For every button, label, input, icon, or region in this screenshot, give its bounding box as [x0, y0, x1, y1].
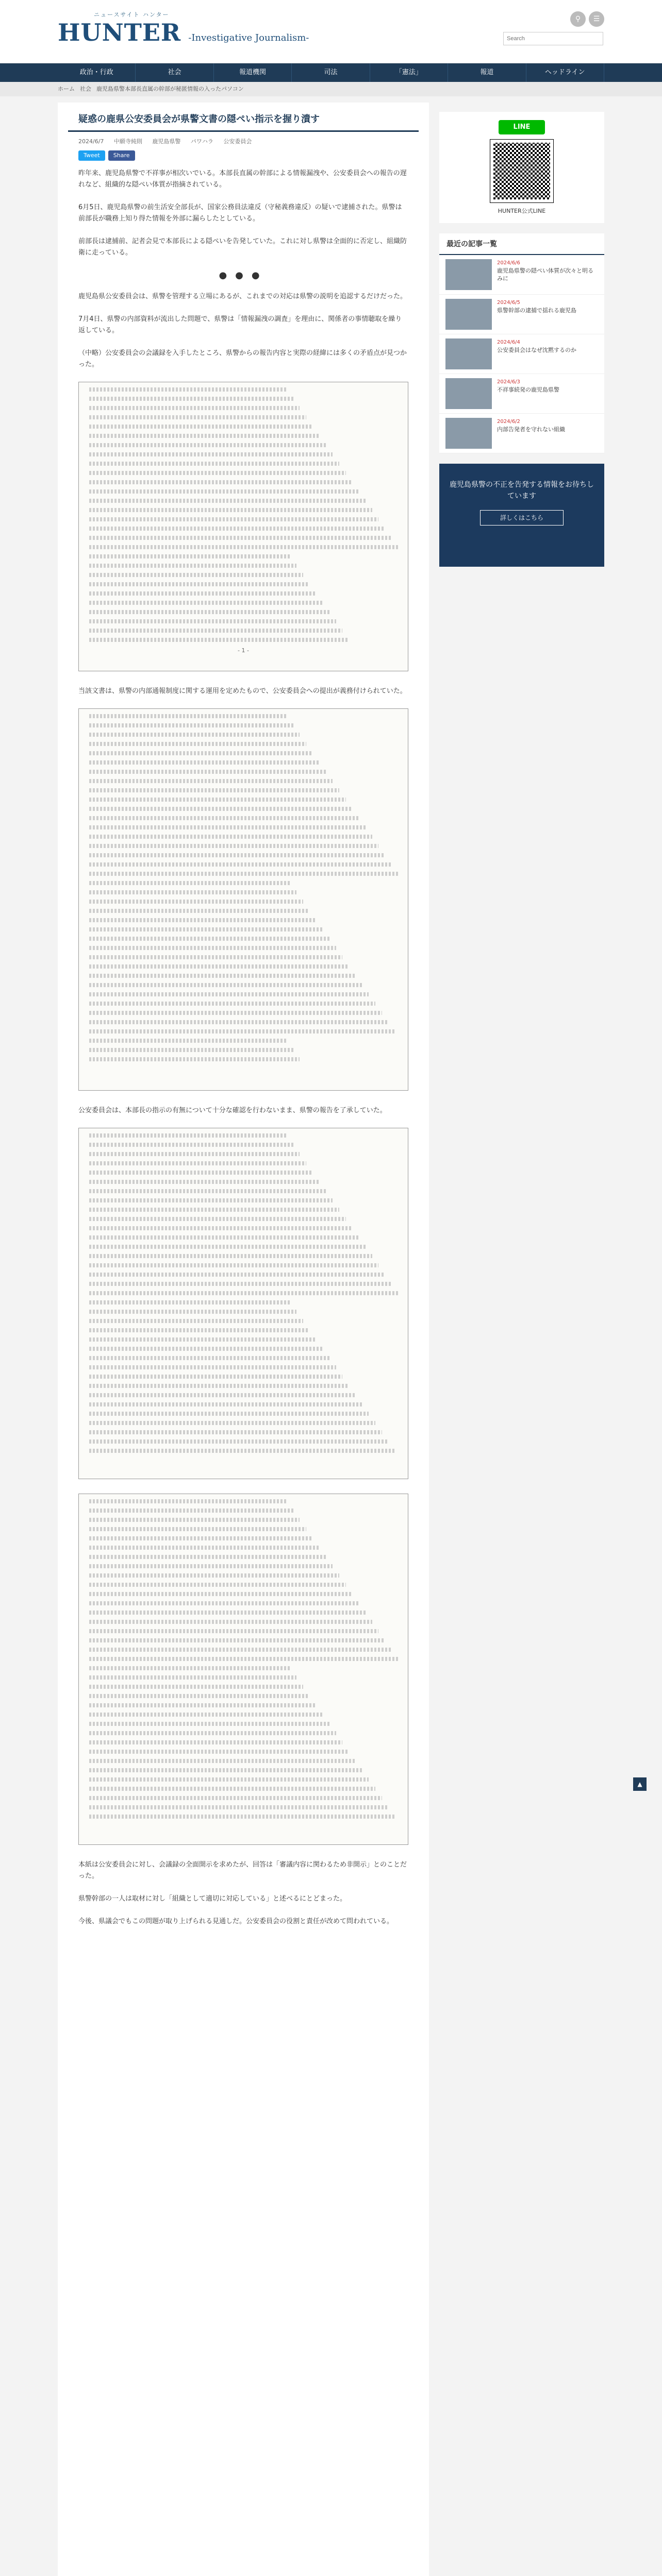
document-text-line: [89, 1509, 293, 1513]
document-text-line: [89, 1573, 339, 1578]
recent-post[interactable]: [439, 374, 604, 414]
document-text-line: [89, 946, 336, 950]
nav-item[interactable]: 政治・行政: [58, 63, 136, 82]
post-thumbnail[interactable]: [445, 418, 492, 449]
search-icon[interactable]: ⚲: [570, 11, 586, 27]
document-text-line: [89, 1675, 296, 1680]
post-thumbnail[interactable]: [445, 259, 492, 290]
document-text-line: [89, 890, 296, 894]
nav-item[interactable]: 報道: [448, 63, 526, 82]
line-widget[interactable]: [439, 112, 604, 223]
back-to-top-button[interactable]: ▲: [633, 1777, 647, 1791]
post-thumbnail[interactable]: [445, 338, 492, 369]
document-text-line: [89, 1161, 306, 1165]
nav-item[interactable]: 司法: [292, 63, 370, 82]
document-text-line: [89, 927, 323, 931]
article-tag[interactable]: 鹿児島県警: [152, 138, 181, 145]
document-text-line: [89, 1171, 313, 1175]
document-text-line: [89, 1638, 385, 1642]
recent-post[interactable]: [439, 295, 604, 334]
post-title[interactable]: 内部告発者を守れない組織: [497, 426, 565, 433]
document-text-line: [89, 499, 366, 503]
document-text-line: [89, 1180, 320, 1184]
document-text-line: [89, 1694, 309, 1698]
logo-subtitle: -Investigative Journalism-: [188, 32, 309, 43]
document-text-line: [89, 508, 372, 512]
document-text-line: [89, 1564, 333, 1568]
document-text-line: [89, 1375, 342, 1379]
document-text-line: [89, 1759, 356, 1763]
document-text-line: [89, 1666, 290, 1670]
post-date: 2024/6/2: [497, 419, 520, 425]
document-text-line: [89, 462, 339, 466]
document-text-line: [89, 862, 392, 867]
document-text-line: [89, 1254, 372, 1258]
document-text-line: [89, 619, 336, 623]
document-text-line: [89, 406, 300, 410]
document-text-line: [89, 918, 316, 922]
document-text-line: [89, 983, 362, 987]
document-text-line: [89, 937, 329, 941]
post-title[interactable]: 公安委員会はなぜ沈黙するのか: [497, 347, 576, 353]
document-text-line: [89, 1750, 349, 1754]
document-text-line: [89, 955, 342, 959]
document-text-line: [89, 1263, 378, 1267]
document-text-line: [89, 591, 316, 596]
article-paragraph: 県警幹部の一人は取材に対し「組織として適切に対応している」と述べるにとどまった。: [78, 1895, 347, 1903]
site-header: [0, 0, 662, 63]
document-text-line: [89, 1133, 287, 1138]
document-text-line: [89, 1657, 399, 1661]
document-text-line: [89, 1777, 369, 1782]
document-text-line: [89, 1029, 395, 1033]
menu-icon[interactable]: ☰: [589, 11, 604, 27]
document-image: [78, 382, 408, 671]
document-text-line: [89, 1611, 366, 1615]
search-input[interactable]: [503, 32, 603, 45]
document-text-line: [89, 1731, 336, 1735]
article-date: 2024/6/7: [78, 138, 104, 145]
document-image: [78, 1128, 408, 1479]
document-text-line: [89, 1412, 369, 1416]
post-title[interactable]: 不祥事続発の鹿児島県警: [497, 386, 559, 393]
document-text-line: [89, 760, 320, 765]
doc-page-number: - 1 -: [238, 647, 249, 654]
document-text-line: [89, 1002, 375, 1006]
document-text-line: [89, 1189, 326, 1193]
document-text-line: [89, 629, 342, 633]
document-text-line: [89, 1347, 323, 1351]
article-paragraph: 6月5日、鹿児島県警の前生活安全部長が、国家公務員法違反（守秘義務違反）の疑いで逮捕された。県警は前部長が職務上知り得た情報を外部に漏らしたとしている。: [78, 204, 402, 223]
document-text-line: [89, 1740, 342, 1744]
tweet-button[interactable]: Tweet: [78, 150, 105, 161]
article-paragraph: 今後、県議会でもこの問題が取り上げられる見通しだ。公安委員会の役割と責任が改めて問われている。: [78, 1918, 394, 1925]
document-text-line: [89, 564, 296, 568]
logo-text: HUNTER: [58, 19, 181, 46]
nav-item[interactable]: 社会: [136, 63, 213, 82]
article-body: [58, 168, 429, 1927]
nav-item[interactable]: 報道機関: [214, 63, 292, 82]
document-text-line: [89, 610, 329, 614]
tip-banner[interactable]: [439, 464, 604, 567]
document-text-line: [89, 1439, 389, 1444]
document-text-line: [89, 1620, 372, 1624]
document-text-line: [89, 443, 326, 447]
nav-item[interactable]: 「憲法」: [370, 63, 448, 82]
document-text-line: [89, 425, 313, 429]
document-text-line: [89, 1011, 382, 1015]
document-text-line: [89, 1198, 333, 1202]
document-text-line: [89, 1722, 329, 1726]
document-text-line: [89, 1208, 339, 1212]
document-text-line: [89, 1365, 336, 1369]
post-title[interactable]: 県警幹部の逮捕で揺れる鹿児島: [497, 307, 576, 314]
document-text-line: [89, 638, 349, 642]
article-main: [58, 103, 429, 2576]
document-text-line: [89, 1430, 382, 1434]
document-text-line: [89, 992, 369, 996]
article-tag[interactable]: パワハラ: [190, 138, 213, 145]
nav-item[interactable]: ヘッドライン: [526, 63, 604, 82]
facebook-share-button[interactable]: Share: [108, 150, 135, 161]
recent-post[interactable]: [439, 255, 604, 295]
document-text-line: [89, 1273, 385, 1277]
article-paragraph: 当該文書は、県警の内部通報制度に関する運用を定めたもので、公安委員会への提出が義務付けられていた。: [78, 687, 407, 695]
document-text-line: [89, 1039, 287, 1043]
document-text-line: [89, 1555, 326, 1559]
document-text-line: [89, 582, 309, 586]
document-text-line: [89, 1310, 296, 1314]
document-text-line: [89, 434, 320, 438]
header-tools: [503, 11, 604, 45]
document-text-line: [89, 723, 293, 727]
line-logo: LINE: [499, 120, 545, 134]
article-tag[interactable]: 公安委員会: [223, 138, 252, 145]
document-text-line: [89, 1300, 290, 1304]
document-text-line: [89, 1787, 375, 1791]
recent-post[interactable]: [439, 334, 604, 374]
document-text-line: [89, 798, 346, 802]
article-title: 疑惑の鹿県公安委員会が県警文書の隠ぺい指示を握り潰す: [68, 103, 419, 132]
document-text-line: [89, 825, 366, 829]
document-text-line: [89, 573, 303, 577]
document-text-line: [89, 1057, 300, 1061]
document-text-line: [89, 1217, 346, 1221]
share-bar: [58, 150, 429, 168]
document-text-line: [89, 554, 290, 558]
document-text-line: [89, 1319, 303, 1323]
document-text-line: [89, 751, 313, 755]
breadcrumb-item: 鹿児島県警本部長直属の幹部が秘匿情報の入ったパソコン: [96, 86, 244, 92]
document-text-line: [89, 1245, 366, 1249]
document-text-line: [89, 480, 352, 484]
line-caption: HUNTER公式LINE: [498, 208, 546, 214]
document-text-line: [89, 1384, 349, 1388]
document-text-line: [89, 714, 287, 718]
qr-code-image: [490, 140, 553, 202]
breadcrumb: [0, 82, 662, 96]
document-text-line: [89, 807, 352, 811]
document-text-line: [89, 881, 290, 885]
post-date: 2024/6/5: [497, 300, 520, 306]
article-paragraph: 本紙は公安委員会に対し、会議録の全面開示を求めたが、回答は「審議内容に関わるため非開示」とのことだった。: [78, 1861, 407, 1880]
document-text-line: [89, 788, 339, 792]
document-text-line: [89, 489, 359, 494]
document-image: [78, 708, 408, 1091]
document-text-line: [89, 1815, 395, 1819]
document-text-line: [89, 816, 359, 820]
post-thumbnail[interactable]: [445, 378, 492, 409]
document-text-line: [89, 1328, 309, 1332]
document-text-line: [89, 733, 300, 737]
document-text-line: [89, 1282, 392, 1286]
post-title[interactable]: 鹿児島県警の隠ぺい体質が次々と明るみに: [497, 267, 593, 282]
document-text-line: [89, 536, 392, 540]
article-paragraph: 鹿児島県公安委員会は、県警を管理する立場にあるが、これまでの対応は県警の説明を追認するだけだった。: [78, 293, 407, 300]
article-author[interactable]: 中願寺純則: [113, 138, 142, 145]
article-meta: [58, 132, 429, 150]
document-text-line: [89, 900, 303, 904]
document-text-line: [89, 1768, 362, 1772]
document-text-line: [89, 397, 293, 401]
breadcrumb-item[interactable]: 社会: [80, 86, 91, 92]
document-text-line: [89, 1805, 389, 1809]
document-text-line: [89, 1235, 359, 1240]
document-text-line: [89, 1685, 303, 1689]
document-text-line: [89, 1152, 300, 1156]
document-image: [78, 1494, 408, 1845]
document-text-line: [89, 1337, 316, 1342]
main-nav: [0, 63, 662, 82]
document-text-line: [89, 601, 323, 605]
logo-small-text: ニュースサイト ハンター: [94, 11, 170, 18]
document-text-line: [89, 1546, 320, 1550]
document-text-line: [89, 1796, 382, 1800]
post-date: 2024/6/4: [497, 340, 520, 345]
document-text-line: [89, 1421, 375, 1425]
document-text-line: [89, 1291, 399, 1295]
document-text-line: [89, 835, 372, 839]
document-text-line: [89, 1518, 300, 1522]
document-text-line: [89, 387, 287, 392]
post-thumbnail[interactable]: [445, 299, 492, 330]
document-text-line: [89, 452, 333, 456]
document-text-line: [89, 1527, 306, 1531]
document-text-line: [89, 872, 399, 876]
document-text-line: [89, 974, 356, 978]
document-text-line: [89, 1536, 313, 1540]
document-text-line: [89, 1592, 352, 1596]
document-text-line: [89, 853, 385, 857]
recent-post[interactable]: [439, 414, 604, 453]
article-paragraph: 7月4日、県警の内部資料が流出した問題で、県警は「情報漏洩の調査」を理由に、関係者の事情聴取を繰り返している。: [78, 315, 402, 334]
banner-button[interactable]: 詳しくはこちら: [480, 510, 564, 526]
breadcrumb-item[interactable]: ホーム: [58, 86, 75, 92]
document-text-line: [89, 1048, 293, 1052]
document-text-line: [89, 1020, 389, 1024]
article-paragraph: 昨年来、鹿児島県警で不祥事が相次いでいる。本部長直属の幹部による情報漏洩や、公安委員会への報告の遅れなど、組織的な隠ぺい体質が指摘されている。: [78, 170, 407, 189]
document-text-line: [89, 1356, 329, 1360]
document-text-line: [89, 517, 378, 521]
document-text-line: [89, 1499, 287, 1503]
document-text-line: [89, 779, 333, 783]
document-text-line: [89, 1143, 293, 1147]
banner-text: 鹿児島県警の不正を告発する情報をお待ちしています: [450, 481, 594, 500]
site-logo[interactable]: [58, 10, 309, 46]
document-text-line: [89, 1703, 316, 1707]
article-paragraph: （中略）公安委員会の会議録を入手したところ、県警からの報告内容と実際の経緯には多くの矛盾点が見つかった。: [78, 349, 407, 368]
document-text-line: [89, 1393, 356, 1397]
document-text-line: [89, 471, 346, 475]
article-paragraph: 前部長は逮捕前、記者会見で本部長による隠ぺいを告発していた。これに対し県警は全面的に否定し、組織防衛に走っている。: [78, 238, 407, 257]
document-text-line: [89, 844, 378, 848]
document-text-line: [89, 1648, 392, 1652]
document-text-line: [89, 1402, 362, 1406]
document-text-line: [89, 415, 306, 419]
document-text-line: [89, 770, 326, 774]
post-date: 2024/6/3: [497, 379, 520, 385]
document-text-line: [89, 1226, 352, 1230]
post-date: 2024/6/6: [497, 260, 520, 266]
document-text-line: [89, 1629, 378, 1633]
article-paragraph: 公安委員会は、本部長の指示の有無について十分な確認を行わないまま、県警の報告を了承していた。: [78, 1107, 387, 1114]
sidebar: [439, 103, 604, 567]
document-text-line: [89, 1713, 323, 1717]
document-text-line: [89, 545, 399, 549]
document-text-line: [89, 527, 385, 531]
document-text-line: [89, 909, 309, 913]
document-text-line: [89, 964, 349, 969]
recent-posts-heading: 最近の記事一覧: [439, 233, 604, 255]
document-text-line: [89, 1583, 346, 1587]
document-text-line: [89, 1601, 359, 1605]
document-text-line: [89, 1449, 395, 1453]
document-text-line: [89, 742, 306, 746]
section-divider: ●●●: [219, 270, 268, 281]
